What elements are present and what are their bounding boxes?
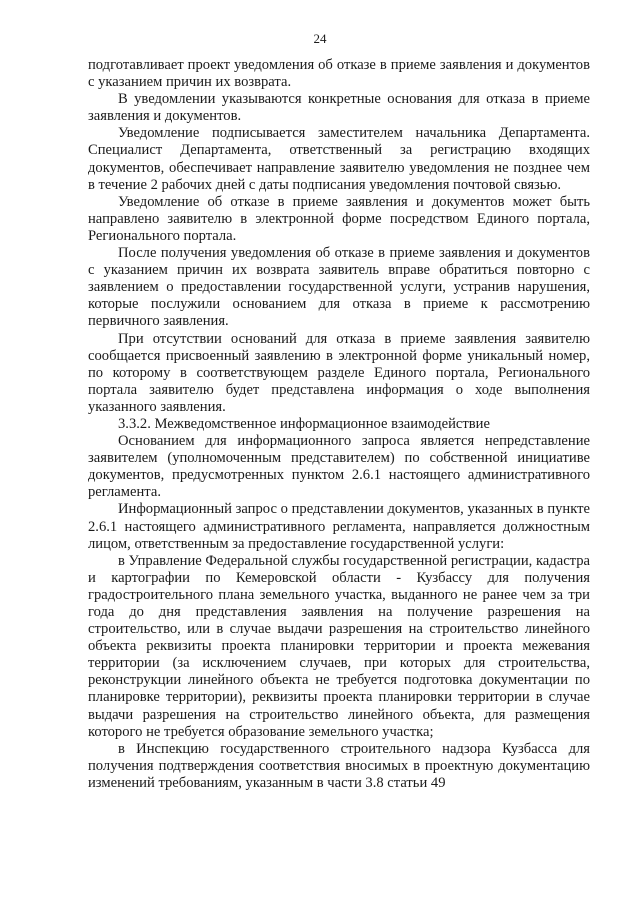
paragraph: Информационный запрос о представлении документов, указанных в пункте 2.6.1 настоящего административного регламента, направляется должностным лицом, ответственным за предоставление государственной услуги:: [88, 501, 590, 552]
paragraph: После получения уведомления об отказе в приеме заявления и документов с указанием причин их возврата заявитель вправе обратиться повторно с заявлением о предоставлении государственной услуги, устранив нарушения, которые послужили основанием для отказа в приеме к рассмотрению первичного заявления.: [88, 245, 590, 330]
paragraph: в Управление Федеральной службы государственной регистрации, кадастра и картографии по Кемеровской области - Кузбассу для получения градостроительного плана земельного участка, выданного не ранее чем за три года до дня представления заявления на получение разрешения на строительство, или в случае выдачи разрешения на строительство линейного объекта реквизиты проекта планировки территории и проекта межевания территории (за исключением случаев, при которых для строительства, реконструкции линейного объекта не требуется подготовка документации по планировке территории), реквизиты проекта планировки территории в случае выдачи разрешения на строительство линейного объекта, для размещения которого не требуется образование земельного участка;: [88, 552, 590, 740]
page-number: 24: [313, 31, 327, 46]
paragraph: подготавливает проект уведомления об отказе в приеме заявления и документов с указанием причин их возврата.: [88, 57, 590, 91]
section-heading: 3.3.2. Межведомственное информационное взаимодействие: [118, 415, 490, 432]
paragraph: Уведомление об отказе в приеме заявления и документов может быть направлено заявителю в электронной форме посредством Единого портала, Регионального портала.: [88, 193, 590, 244]
paragraph: в Инспекцию государственного строительного надзора Кузбасса для получения подтверждения соответствия вносимых в проектную документацию изменений требованиям, указанным в части 3.8 статьи 49: [88, 740, 590, 791]
paragraph: В уведомлении указываются конкретные основания для отказа в приеме заявления и документов.: [88, 91, 590, 125]
document-body: [88, 57, 590, 792]
paragraph: Основанием для информационного запроса является непредставление заявителем (уполномоченным представителем) по собственной инициативе документов, предусмотренных пунктом 2.6.1 настоящего административного регламента.: [88, 433, 590, 501]
paragraph: При отсутствии оснований для отказа в приеме заявления заявителю сообщается присвоенный заявлению в электронной форме уникальный номер, по которому в соответствующем разделе Единого портала, Регионального портала заявителю будет представлена информация о ходе выполнения указанного заявления.: [88, 330, 590, 415]
paragraph: Уведомление подписывается заместителем начальника Департамента. Специалист Департамента, ответственный за регистрацию входящих документов, обеспечивает направление заявителю уведомления не позднее чем в течение 2 рабочих дней с даты подписания уведомления почтовой связью.: [88, 125, 590, 193]
